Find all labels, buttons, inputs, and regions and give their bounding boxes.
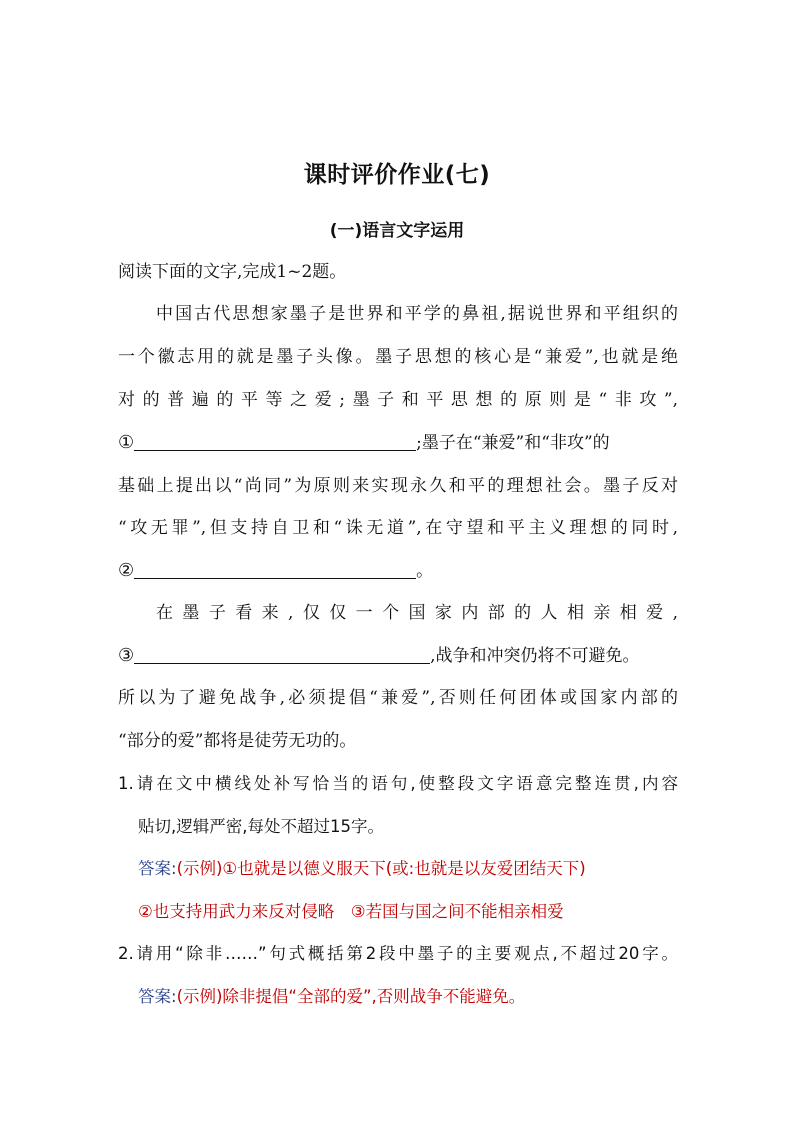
passage-line: 所以为了避免战争,必须提倡“兼爱”,否则任何团体或国家内部的	[118, 688, 678, 708]
passage-line: “攻无罪”,但支持自卫和“诛无道”,在守望和平主义理想的同时,	[118, 518, 678, 538]
passage-text: ,战争和冲突仍将不可避免。	[430, 646, 640, 666]
answer-text: (示例)除非提倡“全部的爱”,否则战争不能避免。	[176, 987, 526, 1006]
passage-line-blank-1	[118, 431, 678, 455]
passage-line-blank-2	[118, 559, 678, 583]
answer-1	[138, 857, 678, 881]
answer-text: (示例)①也就是以德义服天下(或:也就是以友爱团结天下)	[176, 859, 586, 878]
blank-marker-2: ②	[118, 560, 135, 581]
blank-marker-1: ①	[118, 432, 135, 453]
passage-line: 中国古代思想家墨子是世界和平学的鼻祖,据说世界和平组织的	[156, 304, 678, 324]
passage-line: 一个徽志用的就是墨子头像。墨子思想的核心是“兼爱”,也就是绝	[118, 347, 678, 367]
section-heading: (一)语言文字运用	[329, 221, 465, 241]
passage-line: 在墨子看来,仅仅一个国家内部的人相亲相爱,	[156, 603, 678, 623]
question-2-text: 2.请用“除非……”句式概括第2段中墨子的主要观点,不超过20字。	[118, 944, 678, 963]
passage-text: 。	[416, 561, 434, 581]
fill-blank-1[interactable]	[134, 432, 416, 451]
passage-line: 对的普遍的平等之爱;墨子和平思想的原则是“非攻”,	[118, 390, 678, 410]
passage-text: ;墨子在“兼爱”和“非攻”的	[416, 433, 610, 453]
page-title: 课时评价作业(七)	[303, 162, 491, 188]
passage-line: “部分的爱”都将是徒劳无功的。	[118, 731, 357, 751]
question-1-text: 1.请在文中横线处补写恰当的语句,使整段文字语意完整连贯,内容	[118, 774, 678, 793]
passage-line: 基础上提出以“尚同”为原则来实现永久和平的理想社会。墨子反对	[118, 476, 678, 496]
answer-2	[138, 985, 678, 1009]
answer-1-continued: ②也支持用武力来反对侵略 ③若国与国之间不能相亲相爱	[138, 902, 564, 921]
answer-label: 答案:	[138, 859, 177, 878]
blank-marker-3: ③	[118, 645, 135, 666]
answer-label: 答案:	[138, 987, 177, 1006]
fill-blank-3[interactable]	[134, 645, 430, 664]
reading-instruction: 阅读下面的文字,完成1~2题。	[118, 262, 347, 282]
question-1-text: 贴切,逻辑严密,每处不超过15字。	[138, 817, 384, 836]
passage-line-blank-3	[118, 644, 678, 668]
fill-blank-2[interactable]	[134, 560, 416, 579]
